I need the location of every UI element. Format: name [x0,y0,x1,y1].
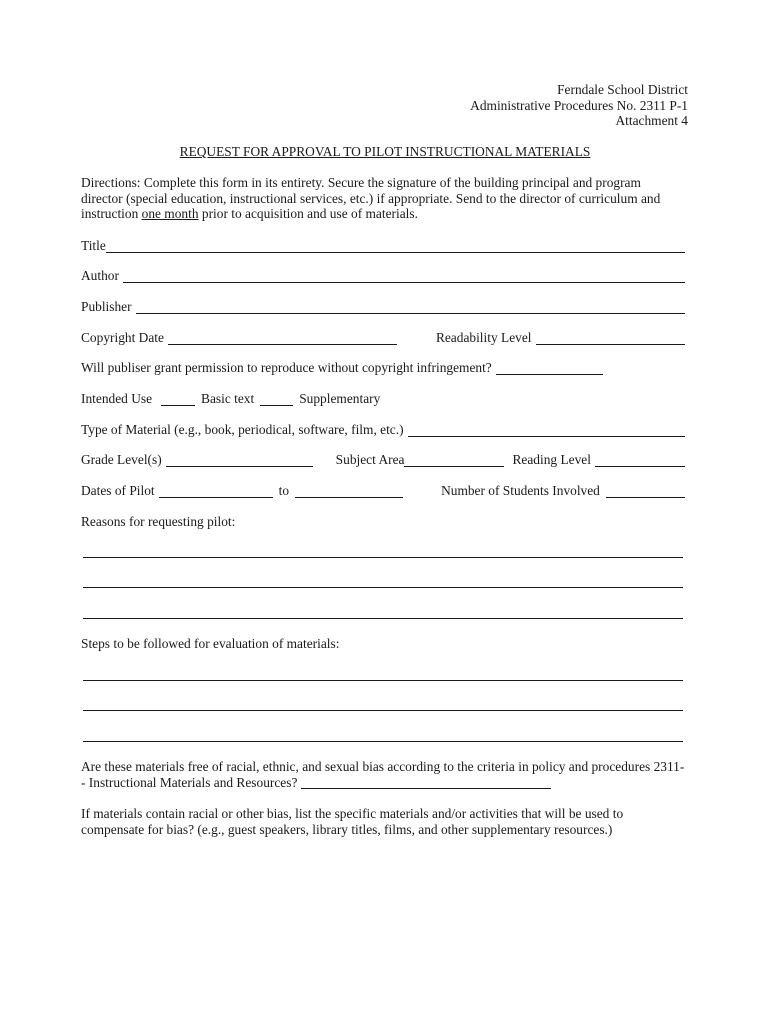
procedure-number: Administrative Procedures No. 2311 P-1 [470,97,688,113]
permission-row [81,359,685,375]
reading-level-field[interactable] [595,454,685,467]
subject-area-field[interactable] [404,454,504,467]
intended-use-row [81,390,685,406]
form-title: REQUEST FOR APPROVAL TO PILOT INSTRUCTIONAL MATERIALS [179,144,591,159]
students-involved-field[interactable] [606,485,685,498]
type-of-material-field[interactable] [408,424,685,437]
title-field[interactable] [106,240,685,253]
subject-area-label: Subject Area [335,451,405,467]
type-of-material-row [81,421,685,437]
title-label: Title [81,237,106,253]
publisher-field[interactable] [136,301,685,314]
author-row [81,267,685,283]
copyright-date-label: Copyright Date [81,329,164,345]
steps-label: Steps to be followed for evaluation of materials: [81,636,340,651]
reasons-line-2[interactable] [83,587,683,588]
bias-question-text: Are these materials free of racial, ethnic, and sexual bias according to the criteria in policy and procedures 2311-- Instructional Materials and Resources? [81,759,685,790]
permission-field[interactable] [496,362,603,375]
basic-text-label: Basic text [201,390,255,406]
document-header [470,82,688,129]
bias-answer-field[interactable] [301,776,551,789]
reading-level-label: Reading Level [512,451,591,467]
students-involved-label: Number of Students Involved [441,482,600,498]
bias-compensation-text: If materials contain racial or other bias, list the specific materials and/or activities that will be used to compensate for bias? (e.g., guest speakers, library titles, films, and other supplementary resources.) [81,806,624,837]
supplementary-checkbox[interactable] [260,393,293,406]
grade-levels-label: Grade Level(s) [81,451,162,467]
supplementary-label: Supplementary [299,390,381,406]
directions-underlined: one month [141,206,199,221]
bias-question [81,759,685,790]
permission-label: Will publiser grant permission to reproduce without copyright infringement? [81,359,492,375]
dates-of-pilot-label: Dates of Pilot [81,482,155,498]
author-label: Author [81,267,119,283]
steps-line-1[interactable] [83,680,683,681]
basic-text-checkbox[interactable] [161,393,195,406]
reasons-line-1[interactable] [83,557,683,558]
author-field[interactable] [123,270,685,283]
publisher-label: Publisher [81,298,132,314]
publisher-row [81,298,685,314]
reasons-line-3[interactable] [83,618,683,619]
type-of-material-label: Type of Material (e.g., book, periodical, software, film, etc.) [81,421,404,437]
grade-levels-field[interactable] [166,454,313,467]
directions-part-2: prior to acquisition and use of materials. [198,206,418,221]
dates-row [81,482,685,498]
pilot-end-date-field[interactable] [295,485,403,498]
title-row [81,237,685,253]
reasons-label: Reasons for requesting pilot: [81,514,236,529]
attachment-label: Attachment 4 [615,113,688,128]
readability-level-label: Readability Level [435,329,532,345]
intended-use-label: Intended Use [81,390,153,406]
steps-line-3[interactable] [83,741,683,742]
copyright-date-field[interactable] [168,332,397,345]
steps-line-2[interactable] [83,710,683,711]
copyright-row [81,329,685,345]
grade-level-row [81,451,685,467]
directions-part-1: Directions: Complete this form in its entirety. Secure the signature of the building principal and program director (special education, instructional services, etc.) if appropriate. Send to the director of curriculum and instruction [81,175,661,221]
pilot-start-date-field[interactable] [159,485,273,498]
readability-level-field[interactable] [536,332,686,345]
to-label: to [278,482,290,498]
directions-text [81,175,681,222]
district-name: Ferndale School District [557,82,688,97]
